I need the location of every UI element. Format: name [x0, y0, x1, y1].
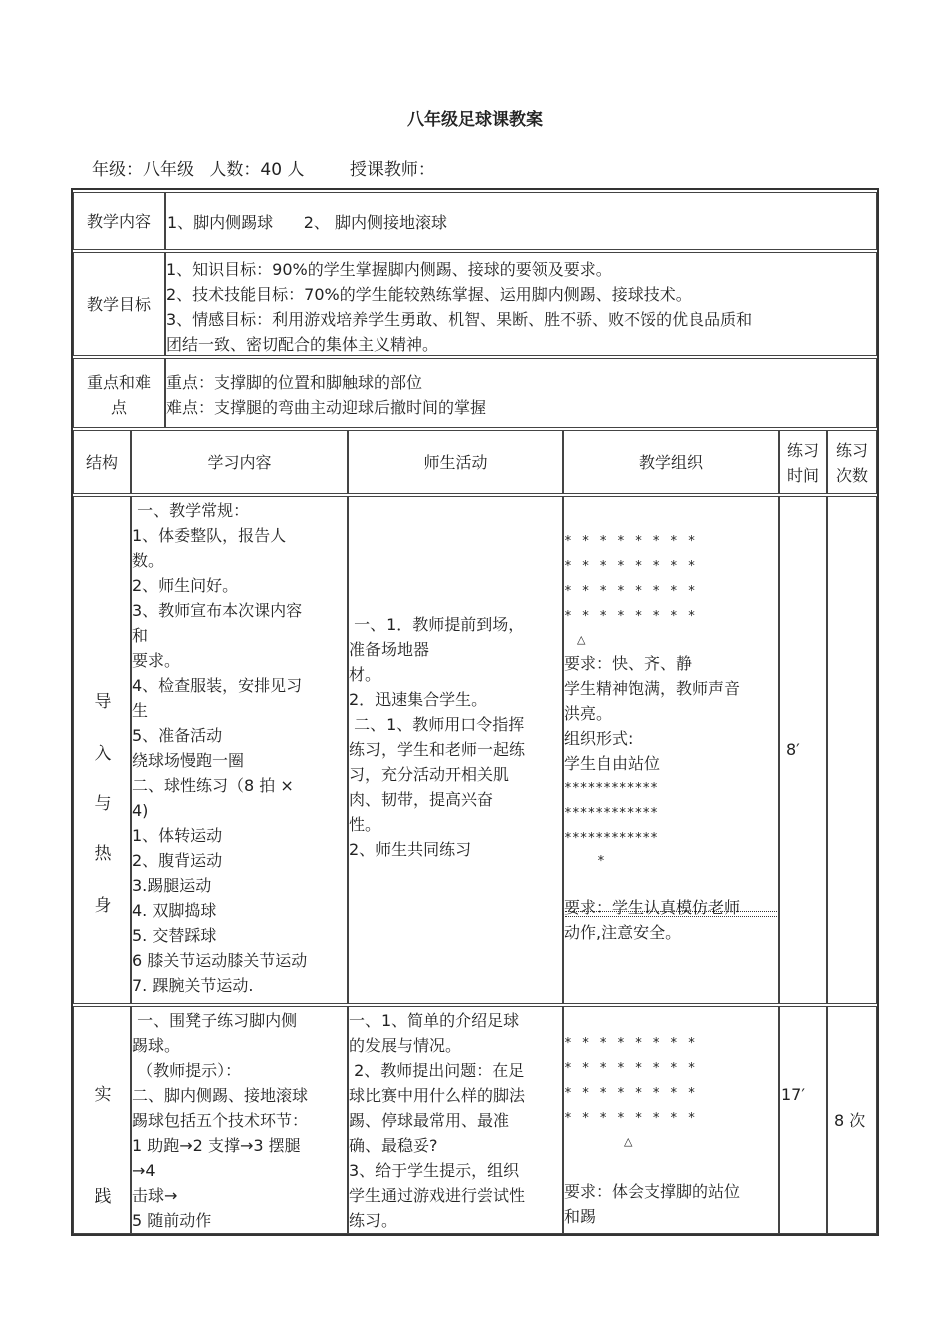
goal-line: 3、情感目标：利用游戏培养学生勇敢、机智、果断、胜不骄、败不馁的优良品质和 — [166, 310, 753, 329]
learn-header-text: 学习内容 — [207, 452, 272, 472]
practice-times-value: 8 次 — [834, 1111, 866, 1130]
key-text-cell — [165, 358, 877, 428]
practice-activity-line: 踢、停球最常用、最准 — [349, 1111, 510, 1130]
warmup-learn-line: 4) — [132, 801, 149, 820]
practice-learn-line: →4 — [132, 1161, 156, 1180]
warmup-organize-line: 要求：快、齐、静 — [564, 654, 693, 673]
goal-line: 2、技术技能目标：70%的学生能较熟练掌握、运用脚内侧踢、接球技术。 — [166, 285, 692, 304]
formation-row: * * * * * * * * — [564, 1036, 697, 1051]
warmup-activity-line: 一、1．教师提前到场， — [349, 615, 525, 634]
dotted-divider — [565, 911, 777, 917]
activity-header-text: 师生活动 — [423, 452, 488, 472]
practice-activity-line: 一、1、简单的介绍足球 — [349, 1011, 520, 1030]
time-header-line: 时间 — [786, 466, 819, 485]
warmup-organize-cell — [563, 496, 779, 1004]
structure-header — [73, 430, 131, 494]
organize-header — [563, 430, 779, 494]
warmup-activity-line: 准备场地器 — [349, 640, 430, 659]
time-header-line: 练习 — [786, 441, 819, 460]
warmup-learn-line: 1、体委整队，报告人 — [132, 526, 287, 545]
practice-learn-line: 二、脚内侧踢、接地滚球 — [132, 1086, 309, 1105]
warmup-activity-line: 练习，学生和老师一起练 — [349, 740, 526, 759]
practice-learn-line: 踢球包括五个技术环节： — [132, 1111, 309, 1130]
warmup-learn-line: 生 — [132, 701, 149, 720]
formation-row: * * * * * * * * — [564, 534, 697, 549]
key-point-line: 难点：支撑腿的弯曲主动迎球后撤时间的掌握 — [166, 398, 487, 417]
warmup-label-char: 与 — [94, 794, 112, 814]
warmup-learn-line: 5、准备活动 — [132, 726, 223, 745]
practice-learn-line: 击球→ — [132, 1186, 178, 1205]
key-label-line: 重点和难 — [86, 373, 151, 392]
practice-learn-line: 踢球。 — [132, 1036, 181, 1055]
practice-activity-cell — [348, 1006, 563, 1234]
warmup-activity-line: 习，充分活动开相关肌 — [349, 765, 510, 784]
lesson-meta — [92, 155, 445, 180]
warmup-learn-line: 5. 交替踩球 — [132, 926, 217, 945]
organize-header-text: 教学组织 — [638, 452, 703, 472]
warmup-activity-line: 2．迅速集合学生。 — [349, 690, 488, 709]
learn-header — [131, 430, 348, 494]
warmup-learn-line: 一、教学常规： — [132, 501, 250, 520]
warmup-activity-line: 二、1、教师用口令指挥 — [349, 715, 525, 734]
warmup-time-value: 8′ — [786, 740, 800, 759]
practice-activity-line: 2、教师提出问题：在足 — [349, 1061, 525, 1080]
warmup-activity-line: 材。 — [349, 665, 382, 684]
teacher-triangle-icon: △ — [577, 633, 586, 646]
warmup-organize-line: 动作,注意安全。 — [564, 923, 682, 942]
warmup-label-char: 身 — [94, 896, 112, 916]
warmup-learn-line: 2、腹背运动 — [132, 851, 223, 870]
practice-activity-line: 3、给于学生提示，组织 — [349, 1161, 520, 1180]
goal-label-cell — [73, 252, 165, 356]
warmup-activity-cell — [348, 496, 563, 1004]
practice-activity-line: 练习。 — [349, 1211, 398, 1230]
warmup-learn-line: 7. 踝腕关节运动. — [132, 976, 254, 995]
grade-text: 年级：八年级 — [92, 160, 194, 180]
formation-row: * * * * * * * * — [564, 584, 697, 599]
practice-activity-line: 确、最稳妥? — [349, 1136, 438, 1155]
warmup-label-char: 热 — [94, 844, 112, 864]
warmup-learn-line: 绕球场慢跑一圈 — [132, 751, 245, 770]
practice-times-cell — [827, 1006, 877, 1234]
key-point-line: 重点：支撑脚的位置和脚触球的部位 — [166, 373, 423, 392]
goal-line: 团结一致、密切配合的集体主义精神。 — [166, 335, 439, 354]
warmup-learn-line: 要求。 — [132, 651, 181, 670]
practice-label-char: 践 — [94, 1187, 112, 1207]
practice-organize-line: 和踢 — [564, 1207, 597, 1226]
practice-learn-line: 1 助跑→2 支撑→3 摆腿 — [132, 1136, 301, 1155]
times-header-line: 练习 — [835, 441, 868, 460]
content-label-cell — [73, 192, 165, 250]
practice-structure-cell — [73, 1006, 131, 1234]
practice-learn-cell — [131, 1006, 348, 1234]
practice-time-cell — [779, 1006, 827, 1234]
practice-learn-line: （教师提示）： — [132, 1061, 242, 1080]
warmup-times-cell — [827, 496, 877, 1004]
warmup-learn-line: 数。 — [132, 551, 165, 570]
content-text-cell — [165, 192, 877, 250]
key-label-cell — [73, 358, 165, 428]
warmup-learn-cell — [131, 496, 348, 1004]
goal-label: 教学目标 — [86, 294, 151, 314]
teacher-star-icon: * — [597, 854, 606, 869]
warmup-learn-line: 和 — [132, 626, 149, 645]
formation-row: * * * * * * * * — [564, 1086, 697, 1101]
warmup-learn-line: 3.踢腿运动 — [132, 876, 212, 895]
teacher-triangle-icon: △ — [624, 1135, 633, 1148]
practice-activity-line: 的发展与情况。 — [349, 1036, 462, 1055]
practice-learn-line: 一、围凳子练习脚内侧 — [132, 1011, 298, 1030]
formation-row: * * * * * * * * — [564, 1061, 697, 1076]
practice-organize-cell — [563, 1006, 779, 1234]
warmup-structure-cell — [73, 496, 131, 1004]
teacher-text: 授课教师： — [349, 160, 435, 180]
activity-header — [348, 430, 563, 494]
warmup-time-cell — [779, 496, 827, 1004]
practice-learn-line: 5 随前动作 — [132, 1211, 212, 1230]
formation-row: * * * * * * * * — [564, 559, 697, 574]
practice-time-value: 17′ — [781, 1085, 805, 1104]
warmup-label-char: 入 — [94, 744, 112, 764]
free-formation-row: ************ — [564, 831, 658, 846]
warmup-learn-line: 3、教师宣布本次课内容 — [132, 601, 303, 620]
warmup-organize-line: 要求：学生认真模仿老师 — [564, 898, 741, 917]
practice-activity-line: 学生通过游戏进行尝试性 — [349, 1186, 526, 1205]
content-text: 1、脚内侧踢球 2、 脚内侧接地滚球 — [167, 213, 447, 232]
practice-activity-line: 球比赛中用什么样的脚法 — [349, 1086, 526, 1105]
warmup-organize-line: 学生精神饱满，教师声音 — [564, 679, 741, 698]
warmup-learn-line: 4、检查服装，安排见习 — [132, 676, 303, 695]
practice-organize-line: 要求：体会支撑脚的站位 — [564, 1182, 741, 1201]
times-header — [827, 430, 877, 494]
warmup-activity-line: 肉、韧带，提高兴奋 — [349, 790, 494, 809]
warmup-organize-line: 学生自由站位 — [564, 754, 661, 773]
warmup-organize-line: 洪亮。 — [564, 704, 613, 723]
warmup-learn-line: 4. 双脚捣球 — [132, 901, 217, 920]
warmup-learn-line: 2、师生问好。 — [132, 576, 239, 595]
time-header — [779, 430, 827, 494]
student-count-text: 人数：40 人 — [209, 160, 305, 180]
warmup-learn-line: 6 膝关节运动膝关节运动 — [132, 951, 308, 970]
document-title: 八年级足球课教案 — [407, 110, 543, 130]
warmup-learn-line: 二、球性练习（8 拍 × — [132, 776, 294, 795]
formation-row: * * * * * * * * — [564, 1111, 697, 1126]
formation-row: * * * * * * * * — [564, 609, 697, 624]
content-label: 教学内容 — [86, 211, 151, 231]
free-formation-row: ************ — [564, 781, 658, 796]
free-formation-row: ************ — [564, 806, 658, 821]
warmup-organize-line: 组织形式: — [564, 729, 634, 748]
key-label-line: 点 — [110, 398, 127, 417]
warmup-learn-line: 1、体转运动 — [132, 826, 223, 845]
warmup-activity-line: 性。 — [349, 815, 382, 834]
goal-line: 1、知识目标：90%的学生掌握脚内侧踢、接球的要领及要求。 — [166, 260, 612, 279]
practice-label-char: 实 — [94, 1085, 112, 1105]
warmup-label-char: 导 — [94, 692, 112, 712]
times-header-line: 次数 — [835, 466, 868, 485]
warmup-activity-line: 2、师生共同练习 — [349, 840, 472, 859]
goal-text-cell — [165, 252, 877, 356]
structure-header-text: 结构 — [85, 452, 118, 472]
